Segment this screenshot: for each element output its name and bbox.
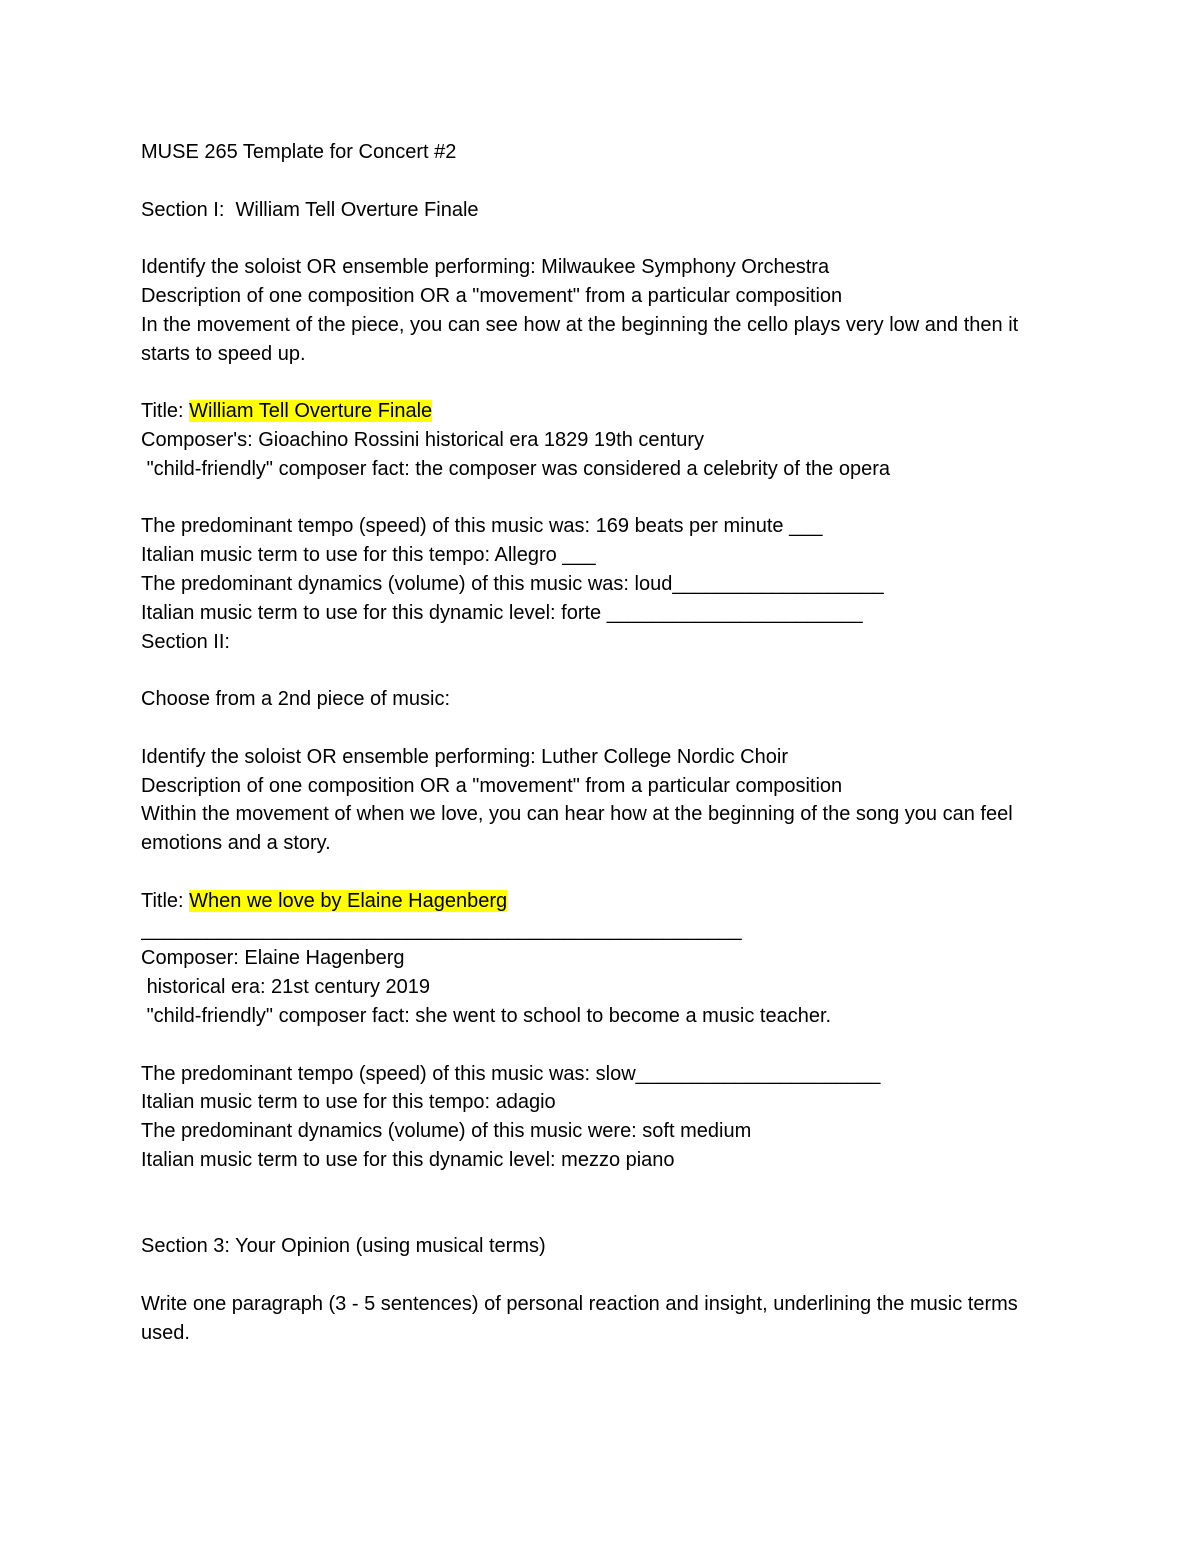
section-1-description-prompt: Description of one composition OR a "movement" from a particular composition xyxy=(141,284,843,307)
section-1-ensemble: Identify the soloist OR ensemble performing: Milwaukee Symphony Orchestra xyxy=(141,256,830,279)
section-2-title-line xyxy=(141,887,1061,916)
section-1-dynamics-term: Italian music term to use for this dynamic level: forte _______________________ xyxy=(141,601,863,624)
section-2-fact: "child-friendly" composer fact: she went to school to become a music teacher. xyxy=(141,1004,832,1027)
section-2-ensemble: Identify the soloist OR ensemble performing: Luther College Nordic Choir xyxy=(141,745,788,768)
section-2-dynamics: The predominant dynamics (volume) of this music were: soft medium xyxy=(141,1120,752,1143)
section-1-title-line xyxy=(141,397,1061,426)
section-1-description: In the movement of the piece, you can see how at the beginning the cello plays very low and then it starts to speed up. xyxy=(141,313,1024,365)
section-2-heading: Section II: xyxy=(141,630,230,653)
section-1-fact: "child-friendly" composer fact: the composer was considered a celebrity of the opera xyxy=(141,457,891,480)
section-2-tempo: The predominant tempo (speed) of this music was: slow______________________ xyxy=(141,1062,881,1085)
section-2-title-label: Title: xyxy=(141,889,190,912)
section-2-description-prompt: Description of one composition OR a "movement" from a particular composition xyxy=(141,774,843,797)
section-3-heading: Section 3: Your Opinion (using musical terms) xyxy=(141,1235,546,1258)
section-2-tempo-term: Italian music term to use for this tempo: adagio xyxy=(141,1091,556,1114)
section-1-heading: Section I: William Tell Overture Finale xyxy=(141,198,479,221)
section-2-title-value: When we love by Elaine Hagenberg xyxy=(189,889,508,912)
section-1-tempo: The predominant tempo (speed) of this music was: 169 beats per minute ___ xyxy=(141,515,823,538)
section-2-composer: Composer: Elaine Hagenberg xyxy=(141,947,405,970)
document-title: MUSE 265 Template for Concert #2 xyxy=(141,141,457,163)
section-1-composer: Composer's: Gioachino Rossini historical era 1829 19th century xyxy=(141,428,704,451)
section-2-era: historical era: 21st century 2019 xyxy=(141,976,431,999)
section-1-title-label: Title: xyxy=(141,400,190,423)
document-page xyxy=(141,138,1061,1347)
section-1-dynamics: The predominant dynamics (volume) of this music was: loud___________________ xyxy=(141,572,884,595)
section-1-title-value: William Tell Overture Finale xyxy=(189,400,433,423)
section-2-dynamics-term: Italian music term to use for this dynamic level: mezzo piano xyxy=(141,1148,675,1171)
section-3-prompt: Write one paragraph (3 - 5 sentences) of personal reaction and insight, underlining the music terms used. xyxy=(141,1292,1024,1344)
section-2-rule: ______________________________________________________ xyxy=(141,918,742,941)
section-1-tempo-term: Italian music term to use for this tempo: Allegro ___ xyxy=(141,544,596,567)
section-2-choose: Choose from a 2nd piece of music: xyxy=(141,688,451,711)
section-2-description: Within the movement of when we love, you can hear how at the beginning of the song you can feel emotions and a story. xyxy=(141,803,1019,855)
